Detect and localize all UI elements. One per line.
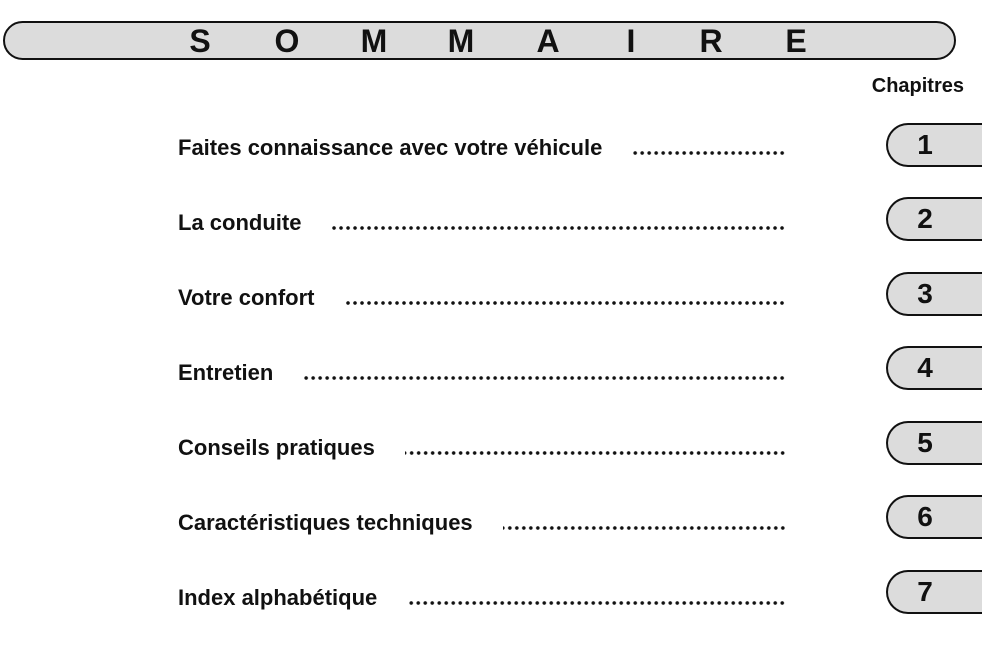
toc-entry-label: Faites connaissance avec votre véhicule [178, 135, 603, 160]
toc-entry-label: Entretien [178, 360, 274, 385]
title-letter: I [626, 23, 636, 59]
dot-leader [331, 225, 786, 231]
chapter-number: 7 [917, 576, 933, 607]
title-letter: R [699, 23, 723, 59]
chapter-number: 5 [917, 427, 933, 458]
title-letter: S [189, 23, 211, 59]
chapter-number: 1 [917, 129, 933, 160]
dot-leader [632, 150, 786, 156]
dot-leader [405, 450, 786, 456]
chapter-number: 3 [917, 278, 933, 309]
toc-entry-1[interactable] [178, 130, 786, 162]
toc-entry-3[interactable] [178, 280, 786, 312]
toc-entry-label: Votre confort [178, 285, 315, 310]
chapters-heading: Chapitres [871, 75, 964, 97]
title-banner [3, 21, 956, 60]
dot-leader [407, 600, 786, 606]
toc-entry-label: Conseils pratiques [178, 435, 375, 460]
chapter-number: 2 [917, 203, 933, 234]
title-letter: A [536, 23, 560, 59]
title-letter: E [785, 23, 807, 59]
chapter-number: 6 [917, 501, 933, 532]
toc-entry-label: Index alphabétique [178, 585, 378, 610]
dot-leader [503, 525, 786, 531]
toc-entry-label: Caractéristiques techniques [178, 510, 473, 535]
toc-entry-2[interactable] [178, 205, 786, 237]
toc-entry-5[interactable] [178, 430, 786, 462]
title-letter: M [360, 23, 388, 59]
chapter-number: 4 [917, 352, 933, 383]
toc-entry-4[interactable] [178, 355, 786, 387]
dot-leader [344, 300, 786, 306]
toc-entry-label: La conduite [178, 210, 302, 235]
toc-entry-6[interactable] [178, 505, 786, 537]
title-letter: O [274, 23, 300, 59]
toc-entry-7[interactable] [178, 580, 786, 612]
title-letter: M [447, 23, 475, 59]
dot-leader [303, 375, 786, 381]
